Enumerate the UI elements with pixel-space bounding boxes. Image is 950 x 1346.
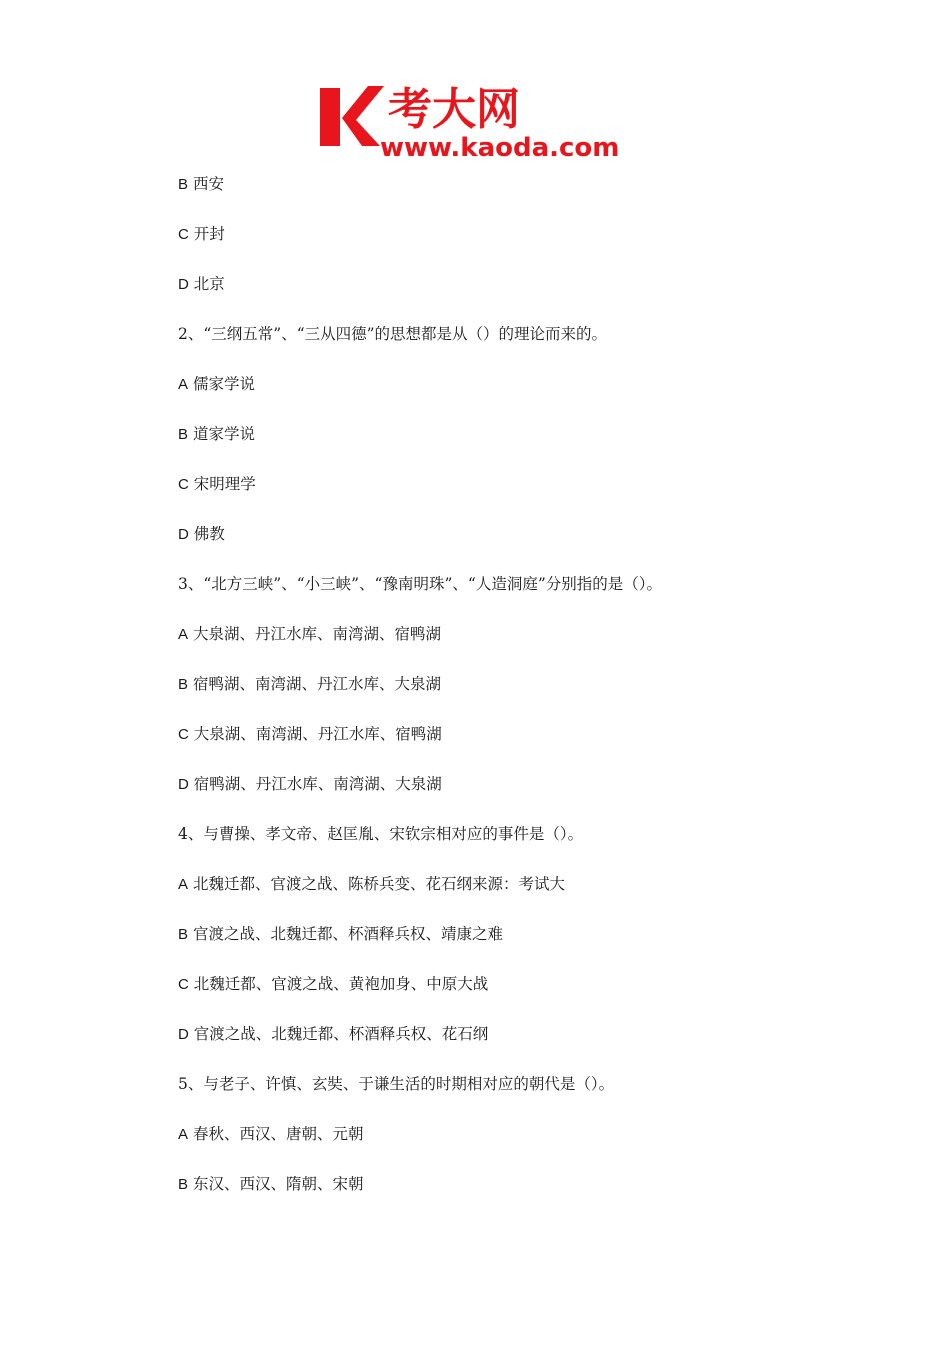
option-text: 大泉湖、丹江水库、南湾湖、宿鸭湖: [192, 625, 441, 643]
answer-option: [178, 171, 858, 221]
answer-option: [178, 471, 858, 521]
option-letter: D: [178, 776, 189, 793]
option-letter: A: [178, 376, 189, 393]
option-text: 北魏迁都、官渡之战、黄袍加身、中原大战: [193, 975, 489, 993]
option-letter: B: [178, 676, 189, 693]
option-text: 大泉湖、南湾湖、丹江水库、宿鸭湖: [193, 725, 442, 743]
option-letter: B: [178, 176, 189, 193]
answer-option: [178, 921, 858, 971]
answer-option: [178, 771, 858, 821]
answer-option: [178, 421, 858, 471]
logo-brand-text: 考大网: [388, 84, 520, 135]
answer-option: [178, 621, 858, 671]
logo-url-text: www.kaoda.com: [380, 133, 620, 160]
option-text: 东汉、西汉、隋朝、宋朝: [192, 1175, 364, 1193]
option-letter: D: [178, 526, 189, 543]
question-body: 2、“三纲五常”、“三从四德”的思想都是从（）的理论而来的。: [178, 325, 608, 343]
question-text: [178, 1071, 858, 1121]
option-text: 官渡之战、北魏迁都、杯酒释兵权、靖康之难: [192, 925, 503, 943]
option-letter: C: [178, 726, 189, 743]
question-body: 4、与曹操、孝文帝、赵匡胤、宋钦宗相对应的事件是（）。: [178, 825, 584, 843]
answer-option: [178, 371, 858, 421]
answer-option: [178, 521, 858, 571]
option-letter: A: [178, 626, 189, 643]
option-letter: A: [178, 876, 189, 893]
answer-option: [178, 1121, 858, 1171]
option-text: 儒家学说: [192, 375, 255, 393]
kaoda-logo: [318, 80, 638, 160]
answer-option: [178, 221, 858, 271]
option-text: 北京: [193, 275, 225, 293]
option-text: 佛教: [193, 525, 225, 543]
option-text: 宿鸭湖、丹江水库、南湾湖、大泉湖: [193, 775, 442, 793]
answer-option: [178, 271, 858, 321]
answer-option: [178, 721, 858, 771]
question-body: 3、“北方三峡”、“小三峡”、“豫南明珠”、“人造洞庭”分别指的是（）。: [178, 575, 663, 593]
question-text: [178, 821, 858, 871]
option-text: 道家学说: [192, 425, 255, 443]
option-letter: B: [178, 926, 189, 943]
option-text: 官渡之战、北魏迁都、杯酒释兵权、花石纲: [193, 1025, 489, 1043]
option-letter: B: [178, 1176, 189, 1193]
option-letter: C: [178, 226, 189, 243]
option-text: 春秋、西汉、唐朝、元朝: [192, 1125, 364, 1143]
question-text: [178, 321, 858, 371]
question-body: 5、与老子、许慎、玄奘、于谦生活的时期相对应的朝代是（）。: [178, 1075, 615, 1093]
option-letter: A: [178, 1126, 189, 1143]
answer-option: [178, 671, 858, 721]
option-text: 开封: [193, 225, 225, 243]
option-text: 宿鸭湖、南湾湖、丹江水库、大泉湖: [192, 675, 441, 693]
question-content: [178, 171, 858, 1221]
question-text: [178, 571, 858, 621]
option-letter: C: [178, 476, 189, 493]
option-text: 宋明理学: [193, 475, 256, 493]
option-letter: C: [178, 976, 189, 993]
option-text: 北魏迁都、官渡之战、陈桥兵变、花石纲来源：考试大: [192, 875, 565, 893]
option-text: 西安: [192, 175, 224, 193]
answer-option: [178, 1171, 858, 1221]
answer-option: [178, 971, 858, 1021]
answer-option: [178, 1021, 858, 1071]
option-letter: D: [178, 1026, 189, 1043]
option-letter: D: [178, 276, 189, 293]
k-logo-icon: [320, 86, 384, 146]
answer-option: [178, 871, 858, 921]
option-letter: B: [178, 426, 189, 443]
